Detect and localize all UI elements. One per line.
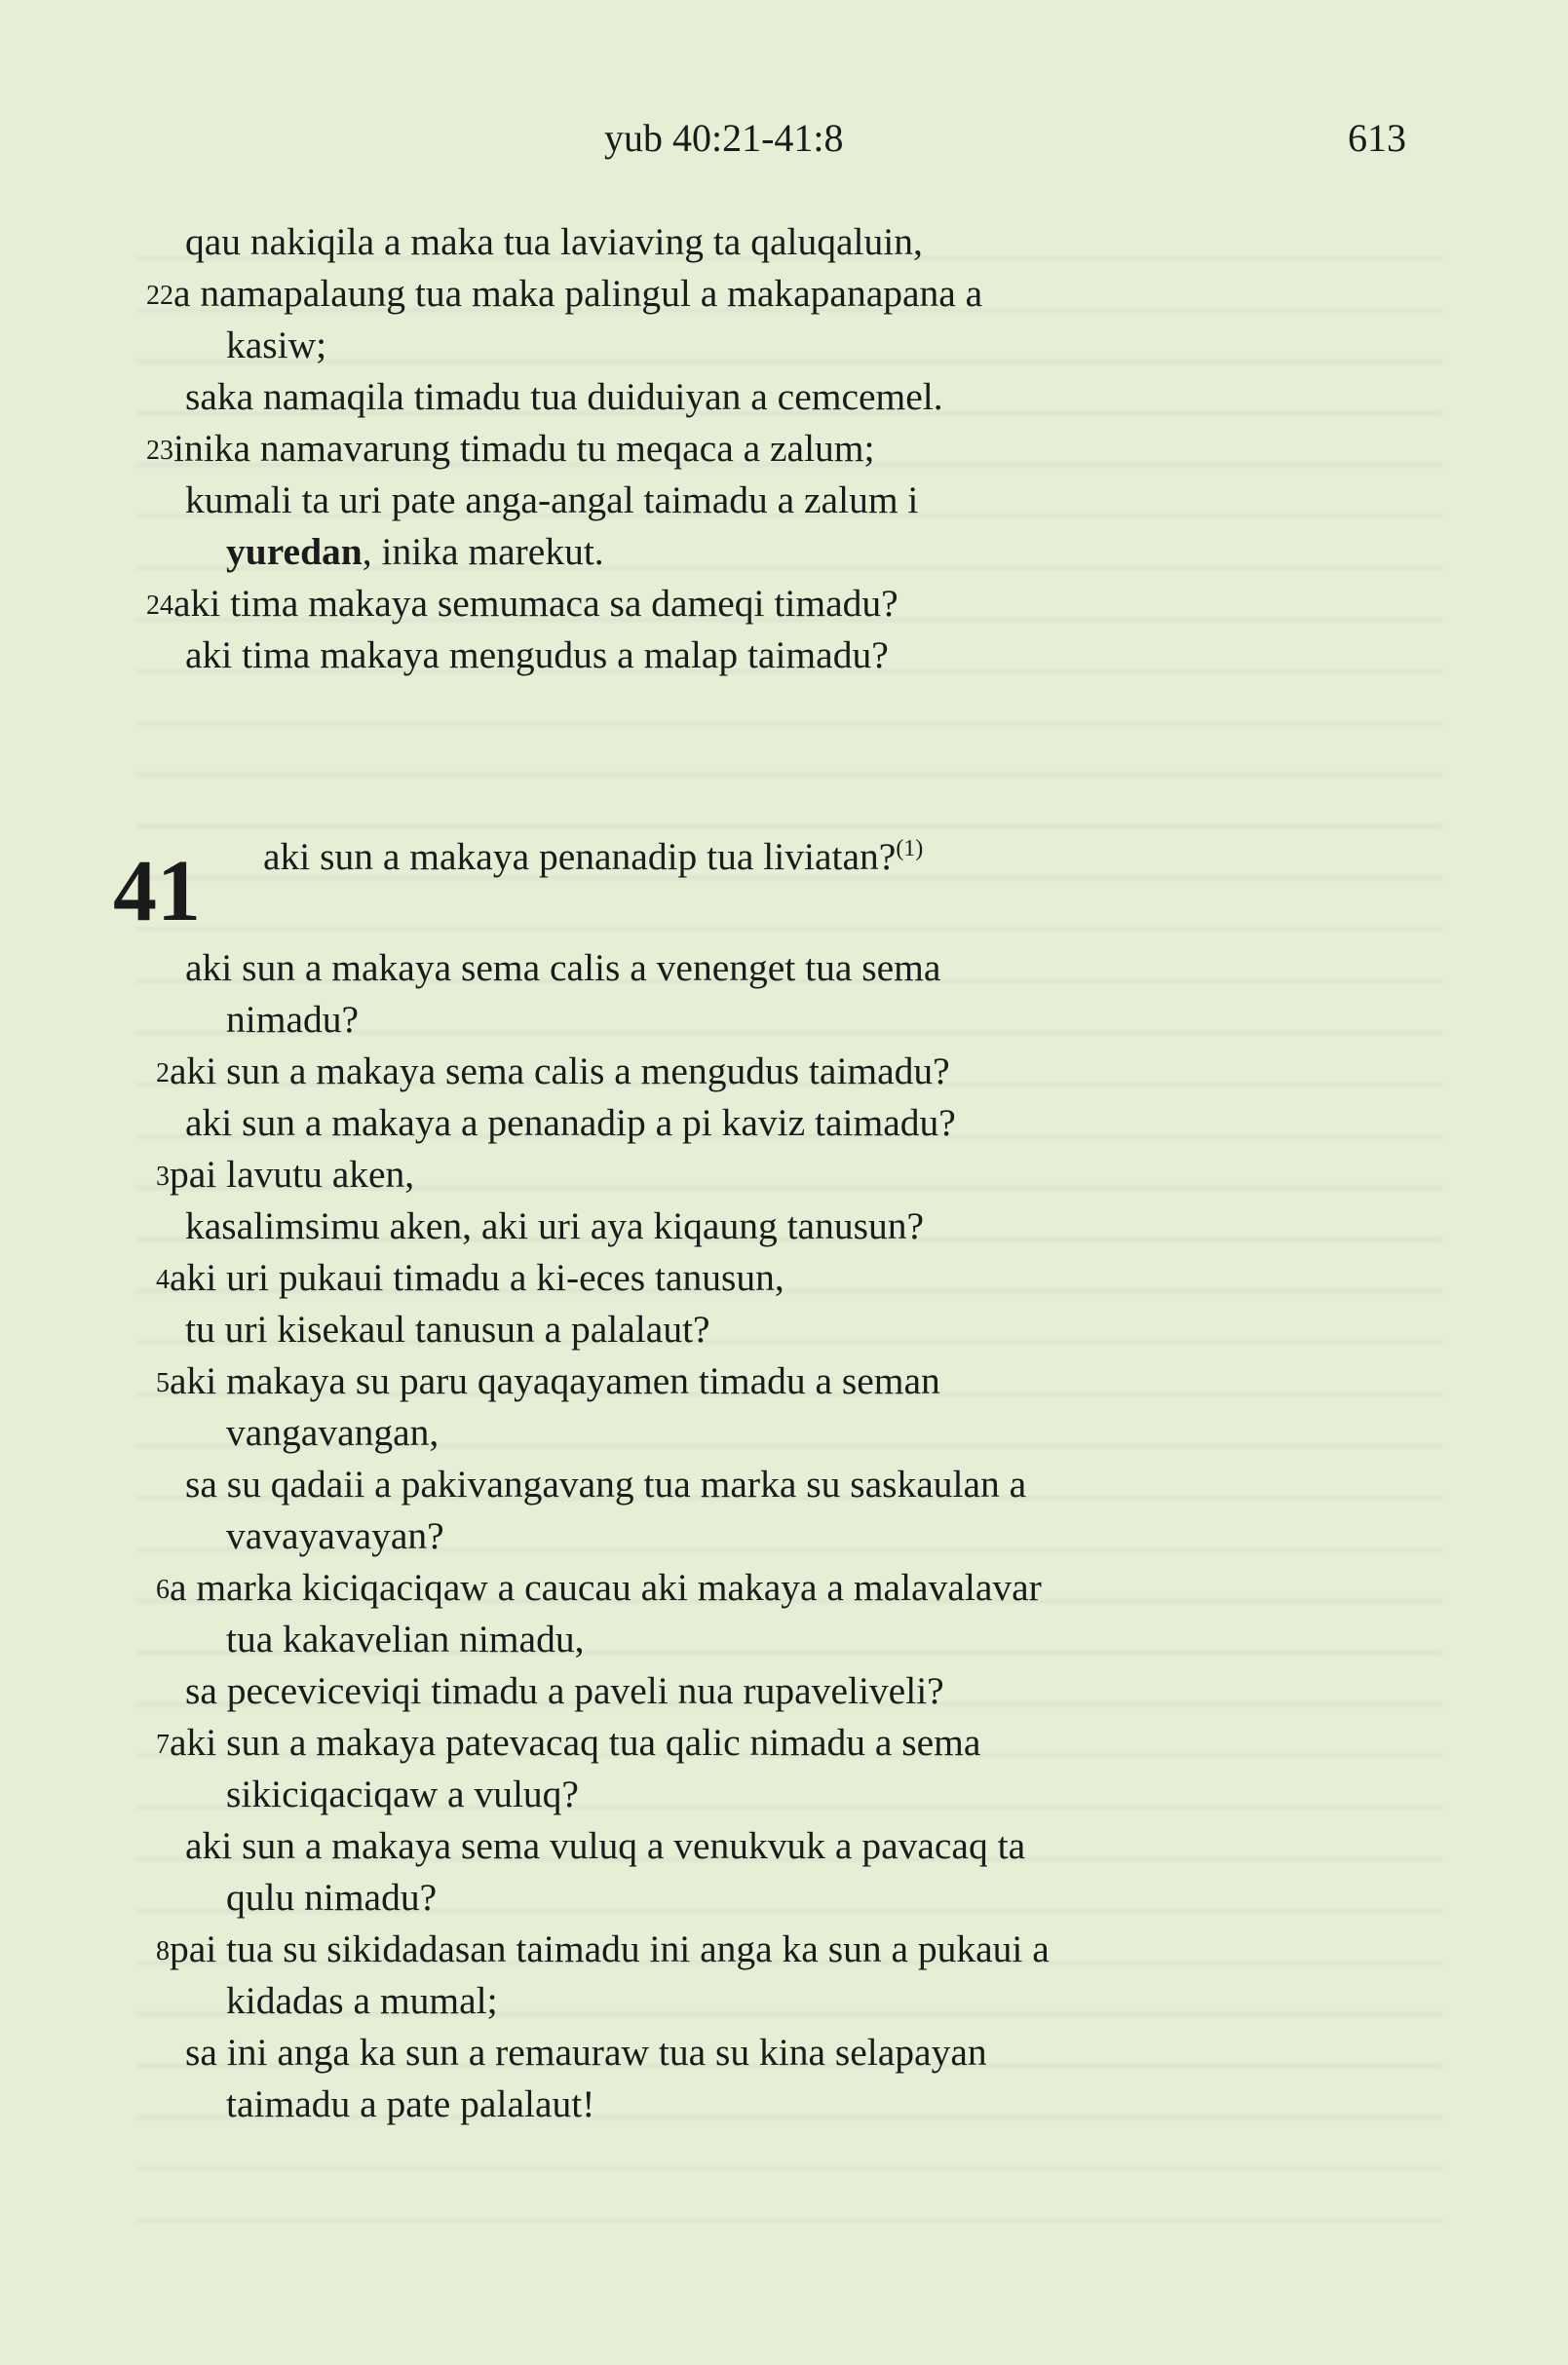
page-header xyxy=(0,115,1568,164)
text-line: $^4$aki uri pukaui timadu a ki-eces tanusun, xyxy=(156,1256,784,1299)
text-line: $^2$aki sun a makaya sema calis a mengudus taimadu? xyxy=(156,1049,950,1092)
text-line: sikiciqaciqaw a vuluq? xyxy=(226,1773,579,1815)
text-line: $^{23}$inika namavarung timadu tu meqaca a zalum; xyxy=(146,427,875,470)
text-line: yuredan, inika marekut. xyxy=(226,530,604,573)
verse-number: 3 xyxy=(156,1162,170,1192)
text-line: $^7$aki sun a makaya patevacaq tua qalic nimadu a sema xyxy=(156,1721,981,1764)
text-line: qulu nimadu? xyxy=(226,1876,438,1919)
text-line: sa ini anga ka sun a remauraw tua su kina selapayan xyxy=(185,2031,987,2074)
text-line: saka namaqila timadu tua duiduiyan a cemcemel. xyxy=(185,375,943,418)
verse-number: 6 xyxy=(156,1575,170,1605)
running-head: yub 40:21-41:8 xyxy=(604,116,844,160)
verse-number: 4 xyxy=(156,1265,170,1295)
verse-number: 22 xyxy=(146,281,173,311)
text-line: kasiw; xyxy=(226,324,327,366)
text-line: $^8$pai tua su sikidadasan taimadu ini anga ka sun a pukaui a xyxy=(156,1927,1050,1970)
verse-number: 5 xyxy=(156,1368,170,1398)
text-line: tua kakavelian nimadu, xyxy=(226,1618,585,1660)
text-line: qau nakiqila a maka tua laviaving ta qaluqaluin, xyxy=(185,220,923,263)
text-line: aki tima makaya mengudus a malap taimadu? xyxy=(185,633,889,676)
text-line: aki sun a makaya penanadip tua liviatan?$^{(1)}$ xyxy=(263,835,924,879)
text-line: $^3$pai lavutu aken, xyxy=(156,1153,415,1196)
text-line: kidadas a mumal; xyxy=(226,1979,498,2022)
text-line: $^{24}$aki tima makaya semumaca sa dameqi timadu? xyxy=(146,582,899,625)
text-line: vangavangan, xyxy=(226,1411,440,1454)
chapter-number: 41 xyxy=(113,843,201,939)
text-line: sa su qadaii a pakivangavang tua marka su saskaulan a xyxy=(185,1463,1027,1506)
text-line: vavayavayan? xyxy=(226,1514,444,1557)
verse-number: 2 xyxy=(156,1058,170,1088)
text-line: $^6$a marka kiciqaciqaw a caucau aki makaya a malavalavar xyxy=(156,1566,1042,1609)
bold-term: yuredan xyxy=(226,530,363,573)
text-line: $^5$aki makaya su paru qayaqayamen timadu a seman xyxy=(156,1359,940,1402)
text-line: $^{22}$a namapalaung tua maka palingul a makapanapana a xyxy=(146,272,983,315)
footnote-marker[interactable]: (1) xyxy=(896,836,924,861)
text-line: aki sun a makaya sema calis a venenget tua sema xyxy=(185,946,941,989)
verse-number: 8 xyxy=(156,1936,170,1966)
page-number: 613 xyxy=(1348,116,1406,160)
text-line: aki sun a makaya a penanadip a pi kaviz taimadu? xyxy=(185,1101,956,1144)
verse-number: 24 xyxy=(146,591,173,621)
text-line: kasalimsimu aken, aki uri aya kiqaung tanusun? xyxy=(185,1204,924,1247)
text-line: kumali ta uri pate anga-angal taimadu a zalum i xyxy=(185,478,919,521)
verse-number: 23 xyxy=(146,436,173,466)
text-line: nimadu? xyxy=(226,998,360,1041)
text-line: taimadu a pate palalaut! xyxy=(226,2082,595,2125)
verse-number: 7 xyxy=(156,1730,170,1760)
text-line: sa peceviceviqi timadu a paveli nua rupaveliveli? xyxy=(185,1669,944,1712)
text-line: aki sun a makaya sema vuluq a venukvuk a pavacaq ta xyxy=(185,1824,1026,1867)
text-line: tu uri kisekaul tanusun a palalaut? xyxy=(185,1308,710,1351)
